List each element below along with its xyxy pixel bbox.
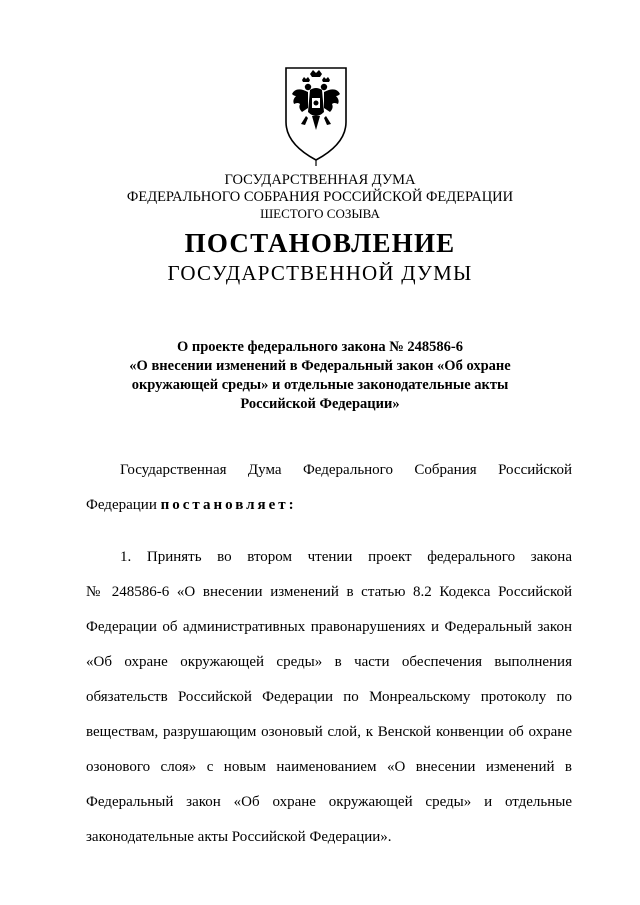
document-type-title: ПОСТАНОВЛЕНИЕ [184,228,456,258]
subject-line: «О внесении изменений в Федеральный закон «Об охране [129,358,511,374]
resolves-word: постановляет: [160,497,297,513]
preamble-line: Государственная Дума Федерального Собрания Российской [120,462,572,478]
subject-line: Российской Федерации» [240,396,400,412]
document-subject [0,338,640,414]
document-issuer-title: ГОСУДАРСТВЕННОЙ ДУМЫ [167,261,473,285]
subject-line: О проекте федерального закона № 248586-6 [176,339,464,355]
clause-line: Федеральный закон «Об охране окружающей среды» и отдельные [86,794,572,810]
coat-of-arms-icon [272,60,360,168]
clause-line: озонового слоя» с новым наименованием «О внесении изменений в [86,759,572,775]
clause-line: 1. Принять во втором чтении проект федерального закона [120,549,572,565]
clause-line: № 248586-6 «О внесении изменений в статью 8.2 Кодекса Российской [86,584,572,600]
subject-line: окружающей среды» и отдельные законодательные акты [131,377,509,393]
clause-line: веществам, разрушающим озоновый слой, к Венской конвенции об охране [86,724,572,740]
convocation-line: ШЕСТОГО СОЗЫВА [260,206,380,221]
preamble-line [86,497,572,514]
clause-line: обязательств Российской Федерации по Монреальскому протоколу по [86,689,572,705]
clause-line: законодательные акты Российской Федерации». [86,829,392,845]
issuing-body: ГОСУДАРСТВЕННАЯ ДУМА [224,172,416,188]
clause-line: Федерации об административных правонарушениях и Федеральный закон [86,619,572,635]
preamble-text: Федерации [86,497,157,513]
clause-line: «Об охране окружающей среды» в части обеспечения выполнения [86,654,572,670]
federal-assembly-line: ФЕДЕРАЛЬНОГО СОБРАНИЯ РОССИЙСКОЙ ФЕДЕРАЦИИ [126,189,514,205]
